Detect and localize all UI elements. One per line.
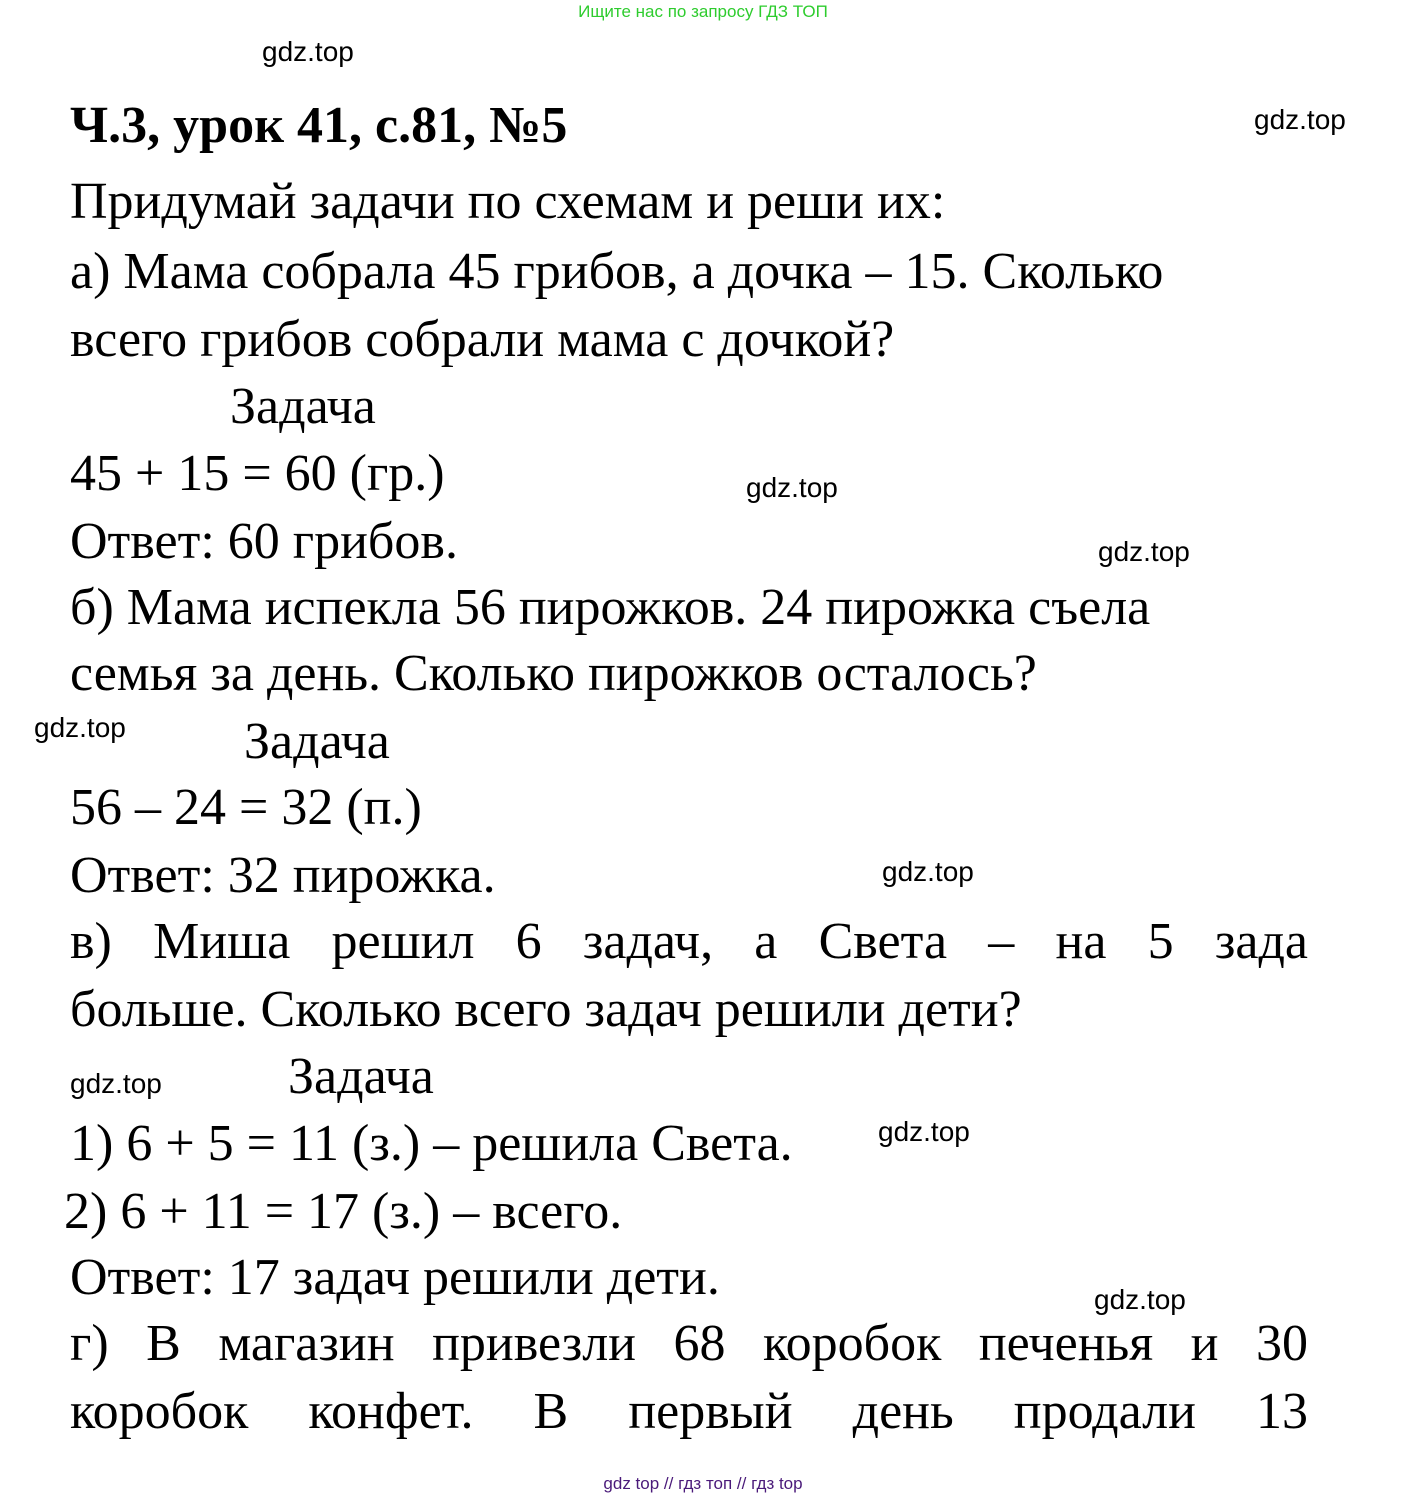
solution-heading: Задача	[230, 378, 376, 435]
problem-b-text: семья за день. Сколько пирожков осталось?	[70, 645, 1037, 702]
watermark: gdz.top	[882, 856, 974, 887]
task-prompt: Придумай задачи по схемам и реши их:	[70, 173, 946, 230]
problem-c-text: в) Миша решил 6 задач, а Света – на 5 зада	[70, 913, 1308, 970]
equation: 56 – 24 = 32 (п.)	[70, 779, 422, 836]
watermark: gdz.top	[1098, 536, 1190, 567]
watermark: gdz.top	[746, 472, 838, 503]
equation: 1) 6 + 5 = 11 (з.) – решила Света.	[70, 1115, 793, 1172]
answer: Ответ: 32 пирожка.	[70, 847, 496, 904]
equation: 2) 6 + 11 = 17 (з.) – всего.	[64, 1183, 623, 1240]
problem-b-text: б) Мама испекла 56 пирожков. 24 пирожка съела	[70, 579, 1151, 636]
watermark: gdz.top	[262, 36, 354, 67]
footer-links[interactable]: gdz top // гдз топ // гдз top	[603, 1474, 803, 1493]
problem-d-text: г) В магазин привезли 68 коробок печенья и 30	[70, 1315, 1308, 1372]
problem-d-text: коробок конфет. В первый день продали 13	[70, 1383, 1308, 1440]
search-banner[interactable]: Ищите нас по запросу ГДЗ ТОП	[578, 2, 828, 21]
equation: 45 + 15 = 60 (гр.)	[70, 445, 445, 502]
problem-a-text: а) Мама собрала 45 грибов, а дочка – 15. Сколько	[70, 243, 1164, 300]
watermark: gdz.top	[1254, 104, 1346, 135]
answer: Ответ: 17 задач решили дети.	[70, 1249, 720, 1306]
watermark: gdz.top	[70, 1068, 162, 1099]
problem-c-text: больше. Сколько всего задач решили дети?	[70, 981, 1022, 1038]
problem-a-text: всего грибов собрали мама с дочкой?	[70, 311, 895, 368]
watermark: gdz.top	[34, 712, 126, 743]
watermark: gdz.top	[878, 1116, 970, 1147]
solution-heading: Задача	[244, 713, 390, 770]
page-title: Ч.3, урок 41, с.81, №5	[70, 97, 568, 154]
solution-heading: Задача	[288, 1048, 434, 1105]
watermark: gdz.top	[1094, 1284, 1186, 1315]
answer: Ответ: 60 грибов.	[70, 513, 458, 570]
